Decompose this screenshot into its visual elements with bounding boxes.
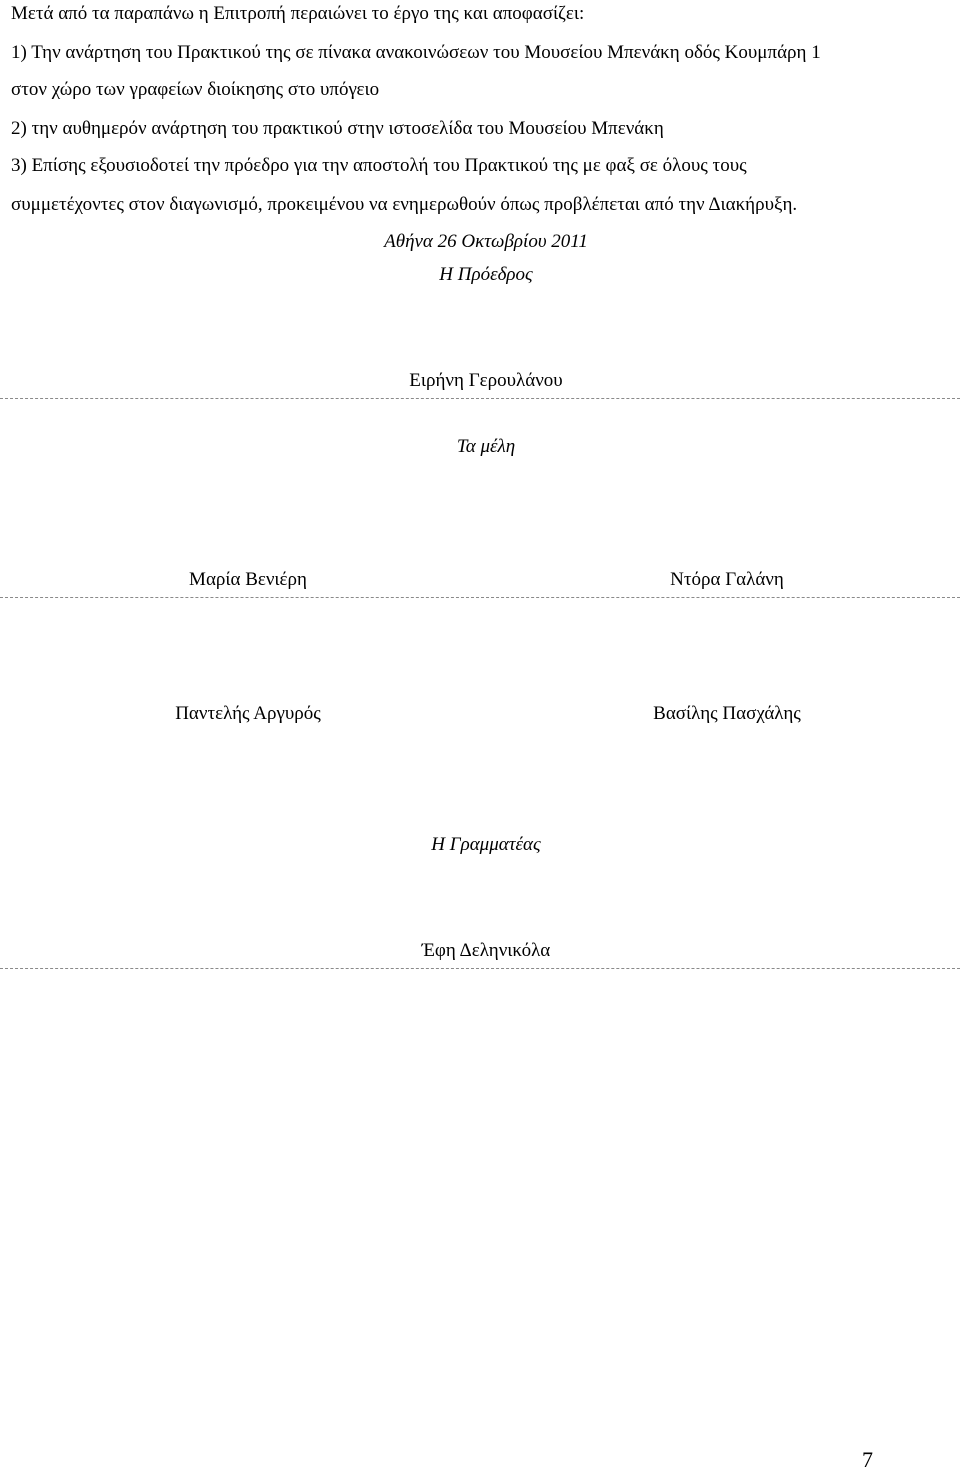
- page-number: 7: [862, 1447, 873, 1472]
- member-name: Βασίλης Πασχάλης: [653, 703, 801, 724]
- member-name: Ντόρα Γαλάνη: [670, 569, 784, 590]
- body-line-1: Μετά από τα παραπάνω η Επιτροπή περαιώνει το έργο της και αποφασίζει:: [11, 3, 585, 24]
- body-line-4: 2) την αυθημερόν ανάρτηση του πρακτικού στην ιστοσελίδα του Μουσείου Μπενάκη: [11, 118, 664, 139]
- body-line-6: συμμετέχοντες στον διαγωνισμό, προκειμένου να ενημερωθούν όπως προβλέπεται από την Διακήρυξη.: [11, 194, 798, 215]
- signature-dashed-line: [0, 597, 960, 598]
- members-title: Τα μέλη: [456, 436, 516, 457]
- body-line-5: 3) Επίσης εξουσιοδοτεί την πρόεδρο για την αποστολή του Πρακτικού της με φαξ σε όλους τους: [11, 155, 747, 176]
- secretary-name: Έφη Δεληνικόλα: [421, 940, 551, 961]
- member-name: Παντελής Αργυρός: [175, 703, 321, 724]
- president-name: Ειρήνη Γερουλάνου: [409, 370, 563, 391]
- president-title: Η Πρόεδρος: [439, 264, 533, 285]
- body-line-3: στον χώρο των γραφείων διοίκησης στο υπόγειο: [11, 79, 380, 100]
- signature-dashed-line: [0, 968, 960, 969]
- signature-dashed-line: [0, 398, 960, 399]
- place-date: Αθήνα 26 Οκτωβρίου 2011: [384, 231, 588, 252]
- secretary-title: Η Γραμματέας: [431, 834, 541, 855]
- body-line-2: 1) Την ανάρτηση του Πρακτικού της σε πίνακα ανακοινώσεων του Μουσείου Μπενάκη οδός Κουμπάρη 1: [11, 42, 821, 63]
- member-name: Μαρία Βενιέρη: [189, 569, 307, 590]
